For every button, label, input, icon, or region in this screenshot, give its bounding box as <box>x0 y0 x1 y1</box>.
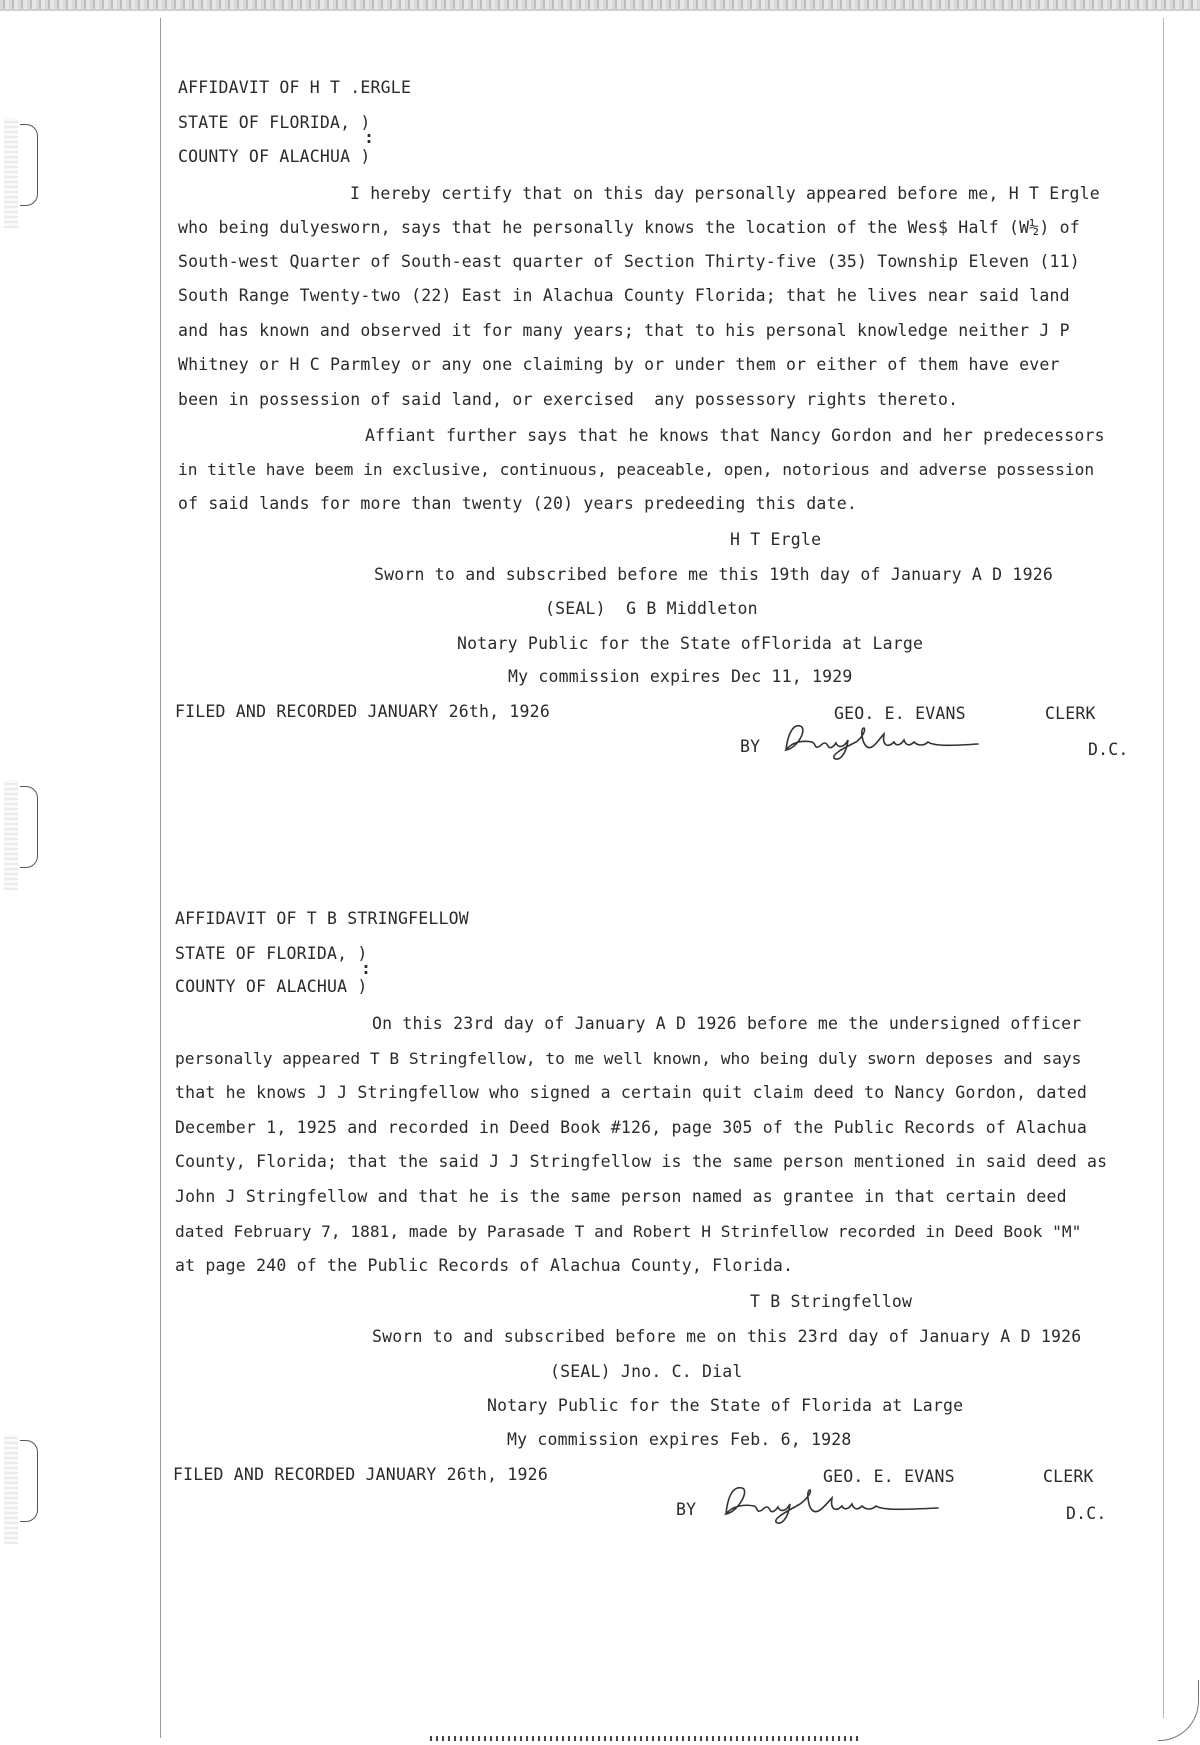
commission-line: My commission expires Feb. 6, 1928 <box>507 1430 852 1449</box>
venue-county-line: COUNTY OF ALACHUA ) <box>178 147 371 166</box>
dc-label: D.C. <box>1088 740 1129 759</box>
page-corner-curl <box>1158 1680 1199 1741</box>
top-edge-line <box>0 9 1200 11</box>
affiant-signature: H T Ergle <box>730 530 822 549</box>
body-line: at page 240 of the Public Records of Alachua County, Florida. <box>175 1256 794 1275</box>
commission-line: My commission expires Dec 11, 1929 <box>508 667 853 686</box>
jurat-line: Sworn to and subscribed before me on this 23rd day of January A D 1926 <box>372 1327 1082 1346</box>
body-line: South Range Twenty-two (22) East in Alachua County Florida; that he lives near said land <box>178 286 1070 305</box>
clerk-name: GEO. E. EVANS <box>823 1467 955 1486</box>
body-line: of said lands for more than twenty (20) years predeeding this date. <box>178 494 857 513</box>
right-margin-rule <box>1163 18 1164 1718</box>
notary-line: Notary Public for the State of Florida at Large <box>487 1396 964 1415</box>
body-line: December 1, 1925 and recorded in Deed Book #126, page 305 of the Public Records of Alachua <box>175 1118 1088 1137</box>
by-label: BY <box>676 1500 697 1519</box>
body-line: Whitney or H C Parmley or any one claiming by or under them or either of them have ever <box>178 355 1060 374</box>
punch-hole-shadow <box>4 780 18 890</box>
body-line: and has known and observed it for many years; that to his personal knowledge neither J P <box>178 321 1070 340</box>
body-line: personally appeared T B Stringfellow, to me well known, who being duly sworn deposes and says <box>175 1049 1082 1068</box>
torn-top-edge <box>0 0 1200 9</box>
body-line: dated February 7, 1881, made by Parasade T and Robert H Strinfellow recorded in Deed Book "M" <box>175 1222 1082 1241</box>
bottom-edge-dots <box>430 1736 860 1741</box>
body-line: County, Florida; that the said J J Stringfellow is the same person mentioned in said deed as <box>175 1152 1108 1171</box>
body-line: in title have beem in exclusive, continuous, peaceable, open, notorious and adverse possession <box>178 460 1095 479</box>
filed-line: FILED AND RECORDED JANUARY 26th, 1926 <box>175 702 550 721</box>
filed-line: FILED AND RECORDED JANUARY 26th, 1926 <box>173 1465 548 1484</box>
body-line: who being dulyesworn, says that he personally knows the location of the Wes$ Half (W½) of <box>178 218 1080 237</box>
venue-colon-mark: : <box>361 959 372 978</box>
deputy-signature-image <box>716 1474 976 1526</box>
punch-hole-shadow <box>4 118 18 228</box>
affidavit-heading: AFFIDAVIT OF T B STRINGFELLOW <box>175 909 469 928</box>
body-line: John J Stringfellow and that he is the same person named as grantee in that certain deed <box>175 1187 1067 1206</box>
venue-county-line: COUNTY OF ALACHUA ) <box>175 977 368 996</box>
punch-hole-icon <box>20 786 38 868</box>
venue-state-line: STATE OF FLORIDA, ) <box>178 113 371 132</box>
by-label: BY <box>740 737 761 756</box>
jurat-line: Sworn to and subscribed before me this 19th day of January A D 1926 <box>374 565 1053 584</box>
seal-line: (SEAL) Jno. C. Dial <box>550 1362 743 1381</box>
dc-label: D.C. <box>1066 1504 1107 1523</box>
deputy-signature-image <box>778 712 1018 762</box>
clerk-title: CLERK <box>1043 1467 1094 1486</box>
punch-hole-icon <box>20 124 38 206</box>
venue-state-line: STATE OF FLORIDA, ) <box>175 944 368 963</box>
body-line: On this 23rd day of January A D 1926 before me the undersigned officer <box>372 1014 1082 1033</box>
clerk-title: CLERK <box>1045 704 1096 723</box>
notary-line: Notary Public for the State ofFlorida at Large <box>457 634 924 653</box>
punch-hole-shadow <box>4 1434 18 1544</box>
punch-hole-icon <box>20 1440 38 1522</box>
affidavit-heading: AFFIDAVIT OF H T .ERGLE <box>178 78 412 97</box>
left-margin-rule <box>160 18 161 1738</box>
seal-line: (SEAL) G B Middleton <box>545 599 758 618</box>
venue-colon-mark: : <box>364 128 375 147</box>
body-line: been in possession of said land, or exercised any possessory rights thereto. <box>178 390 959 409</box>
body-line: South-west Quarter of South-east quarter of Section Thirty-five (35) Township Eleven (11) <box>178 252 1080 271</box>
clerk-name: GEO. E. EVANS <box>834 704 966 723</box>
body-line: I hereby certify that on this day personally appeared before me, H T Ergle <box>350 184 1100 203</box>
body-line: that he knows J J Stringfellow who signed a certain quit claim deed to Nancy Gordon, dated <box>175 1083 1088 1102</box>
affiant-signature: T B Stringfellow <box>750 1292 913 1311</box>
body-line: Affiant further says that he knows that Nancy Gordon and her predecessors <box>365 426 1105 445</box>
